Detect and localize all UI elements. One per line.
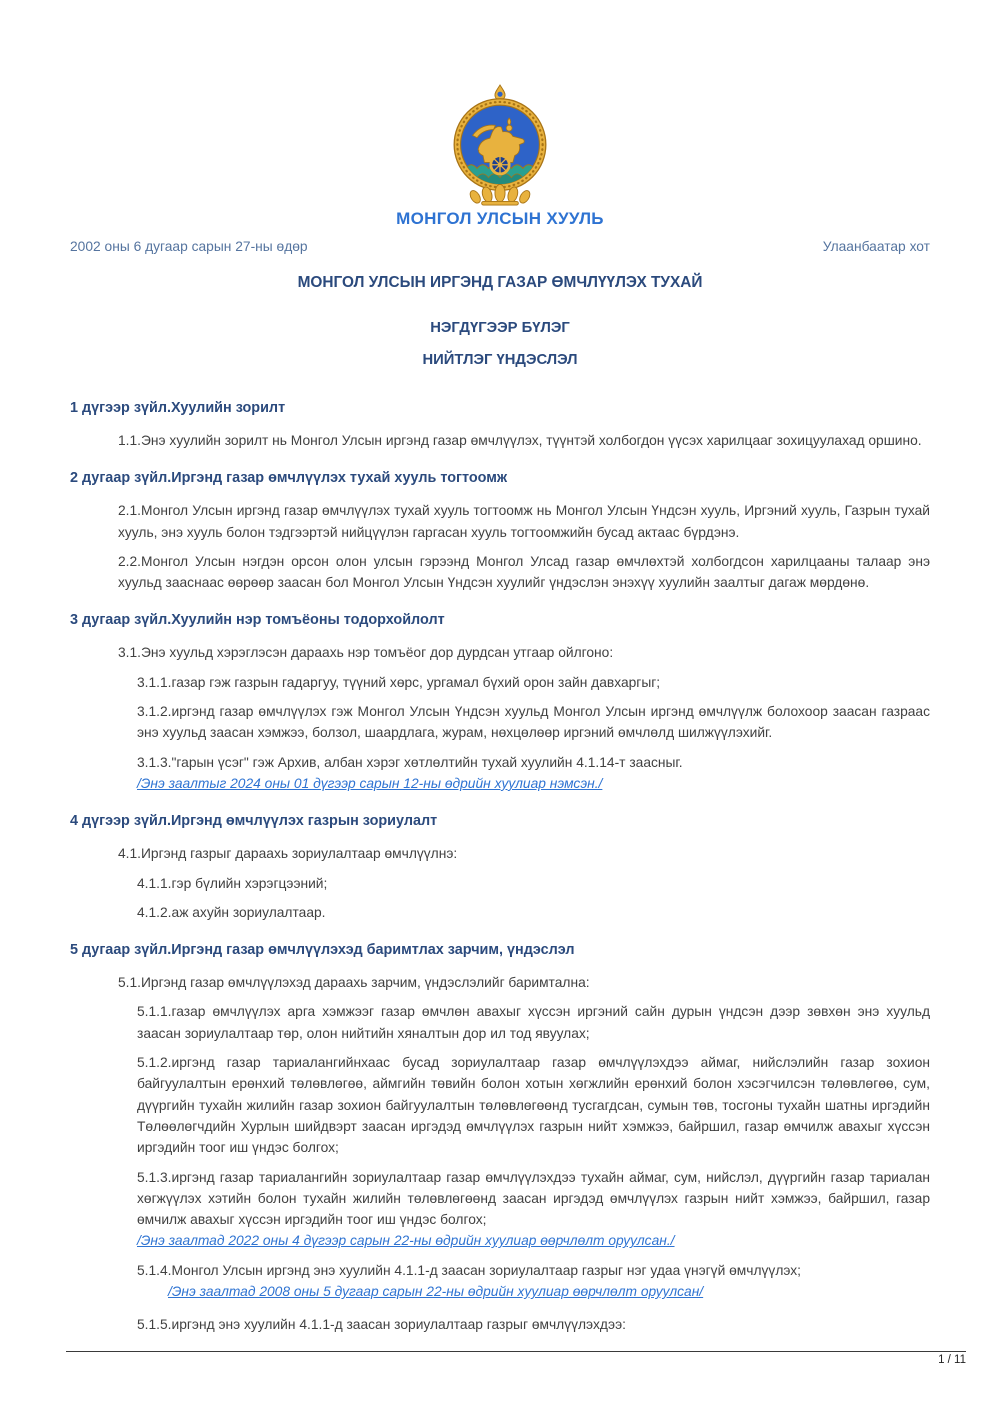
article-5 xyxy=(70,941,930,1335)
date-row xyxy=(70,239,930,254)
article-1-heading: 1 дүгээр зүйл.Хуулийн зорилт xyxy=(70,400,286,416)
article-2 xyxy=(70,469,930,593)
clause-5-1: 5.1.Иргэнд газар өмчлүүлэхэд дараахь зарчим, үндэслэлийг баримтална: xyxy=(118,975,590,991)
amendment-link-5-1-3[interactable]: /Энэ заалтад 2022 оны 4 дүгээр сарын 22-ны өдрийн хуулиар өөрчлөлт оруулсан./ xyxy=(137,1233,675,1249)
article-5-heading: 5 дугаар зүйл.Иргэнд газар өмчлүүлэхэд баримтлах зарчим, үндэслэл xyxy=(70,942,575,959)
emblem-container xyxy=(70,84,930,207)
chapter-subtitle: НИЙТЛЭГ ҮНДЭСЛЭЛ xyxy=(422,352,578,368)
clause-4-1: 4.1.Иргэнд газрыг дараахь зориулалтаар өмчлүүлнэ: xyxy=(118,846,458,862)
page-footer xyxy=(66,1351,966,1366)
clause-4-1-2: 4.1.2.аж ахуйн зориулалтаар. xyxy=(137,904,326,920)
clause-2-1: 2.1.Монгол Улсын иргэнд газар өмчлүүлэх тухай хууль тогтоомж нь Монгол Улсын Үндсэн хууль, Иргэний хууль, Газрын тухай хууль, энэ хууль болон тэдгээртэй нийцүүлэн гаргасан хууль тогтоомжийн бусад актаас бүрдэнэ. xyxy=(118,503,930,540)
clause-1-1: 1.1.Энэ хуулийн зорилт нь Монгол Улсын иргэнд газар өмчлүүлэх, түүнтэй холбогдон үүсэх харилцааг зохицуулахад оршино. xyxy=(118,433,922,448)
clause-2-2: 2.2.Монгол Улсын нэгдэн орсон олон улсын гэрээнд Монгол Улсад газар өмчлөхтэй холбогдсон харилцааны талаар энэ хуульд зааснаас өөрөөр заасан бол Монгол Улсын Үндсэн хуулийг үндэслэн энэхүү хуулийн заалтыг дагаж мөрдөнө. xyxy=(118,553,930,591)
clause-4-1-1: 4.1.1.гэр бүлийн хэрэгцээний; xyxy=(137,875,328,891)
article-4-heading: 4 дүгээр зүйл.Иргэнд өмчлүүлэх газрын зориулалт xyxy=(70,813,438,830)
amendment-link-5-1-4[interactable]: /Энэ заалтад 2008 оны 5 дугаар сарын 22-ны өдрийн хуулиар өөрчлөлт оруулсан/ xyxy=(168,1284,704,1300)
clause-3-1: 3.1.Энэ хуульд хэрэглэсэн дараахь нэр томъёог дор дурдсан утгаар ойлгоно: xyxy=(118,645,614,661)
footer-divider xyxy=(66,1351,966,1352)
chapter-heading: НЭГДҮГЭЭР БҮЛЭГ xyxy=(430,320,570,336)
article-3 xyxy=(70,611,930,794)
amendment-link-3-1-3[interactable]: /Энэ заалтыг 2024 оны 01 дүгээр сарын 12-ны өдрийн хуулиар нэмсэн./ xyxy=(137,775,603,791)
article-4 xyxy=(70,812,930,923)
clause-3-1-2: 3.1.2.иргэнд газар өмчлүүлэх гэж Монгол Улсын Үндсэн хуульд Монгол Улсын иргэнд өмчлүүлж болохоор заасан газраас энэ хуульд заасан хэмжээ, болзол, шаардлага, журам, нөхцөлөөр иргэний өмчлөлд шилжүүлэхийг. xyxy=(137,704,930,741)
article-1 xyxy=(70,399,930,451)
law-label: МОНГОЛ УЛСЫН ХУУЛЬ xyxy=(396,209,604,228)
clause-5-1-2: 5.1.2.иргэнд газар тариалангийнхаас бусад зориулалтаар газар өмчлүүлэхдээ аймаг, нийслэлийн газар зохион байгуулалтын ерөнхий төлөвлөгөө, аймгийн төвийн болон хотын хөгжлийн ерөнхий болон хэсэгчилсэн төлөвлөгөө, сум, дүүргийн тухайн жилийн газар зохион байгуулалтын төлөвлөгөөнд тусгагдсан, сумын төв, тосгоны тухайн шатны иргэдийн Төлөөлөгчдийн Хурлын шийдвэрт заасан иргэдэд өмчлүүлэх газрын нийт хэмжээ, байршил, газар өмчилж авахыг хүссэн иргэдийн тоог иш үндэс болгох; xyxy=(137,1055,930,1156)
document-title: МОНГОЛ УЛСЫН ИРГЭНД ГАЗАР ӨМЧЛҮҮЛЭХ ТУХАЙ xyxy=(297,274,703,291)
clause-3-1-3: 3.1.3."гарын үсэг" гэж Архив, албан хэрэг хөтлөлтийн тухай хуулийн 4.1.14-т заасныг. xyxy=(137,754,683,770)
law-date: 2002 оны 6 дугаар сарын 27-ны өдөр xyxy=(70,239,308,254)
clause-5-1-4: 5.1.4.Монгол Улсын иргэнд энэ хуулийн 4.1.1-д заасан зориулалтаар газрыг нэг удаа үнэгүй өмчлүүлэх; xyxy=(137,1262,801,1278)
clause-3-1-1: 3.1.1.газар гэж газрын гадаргуу, түүний хөрс, ургамал бүхий орон зайн давхаргыг; xyxy=(137,674,661,690)
law-city: Улаанбаатар хот xyxy=(822,239,930,254)
clause-5-1-3: 5.1.3.иргэнд газар тариалангийн зориулалтаар газар өмчлүүлэхдээ тухайн аймаг, сум, нийслэл, дүүргийн газар тариалан хөгжүүлэх хэтийн болон тухайн жилийн төлөвлөгөөнд заасан иргэдэд өмчлүүлэх газрын нийт хэмжээ, байршил, газар өмчилж авахыг хүссэн иргэдийн тоог иш үндэс болгох; xyxy=(137,1169,930,1228)
article-2-heading: 2 дугаар зүйл.Иргэнд газар өмчлүүлэх тухай хууль тогтоомж xyxy=(70,470,508,487)
state-emblem-icon xyxy=(445,84,555,207)
clause-5-1-5: 5.1.5.иргэнд энэ хуулийн 4.1.1-д заасан зориулалтаар газрыг өмчлүүлэхдээ: xyxy=(137,1317,626,1333)
page-number: 1 / 11 xyxy=(938,1354,966,1366)
clause-5-1-1: 5.1.1.газар өмчлүүлэх арга хэмжээг газар өмчлөн авахыг хүссэн иргэний сайн дурын үндсэн дээр зөвхөн энэ хуульд заасан зориулалтаар төр, олон нийтийн хяналтын дор ил тод явуулах; xyxy=(137,1004,930,1041)
article-3-heading: 3 дугаар зүйл.Хуулийн нэр томъёоны тодорхойлолт xyxy=(70,612,445,629)
